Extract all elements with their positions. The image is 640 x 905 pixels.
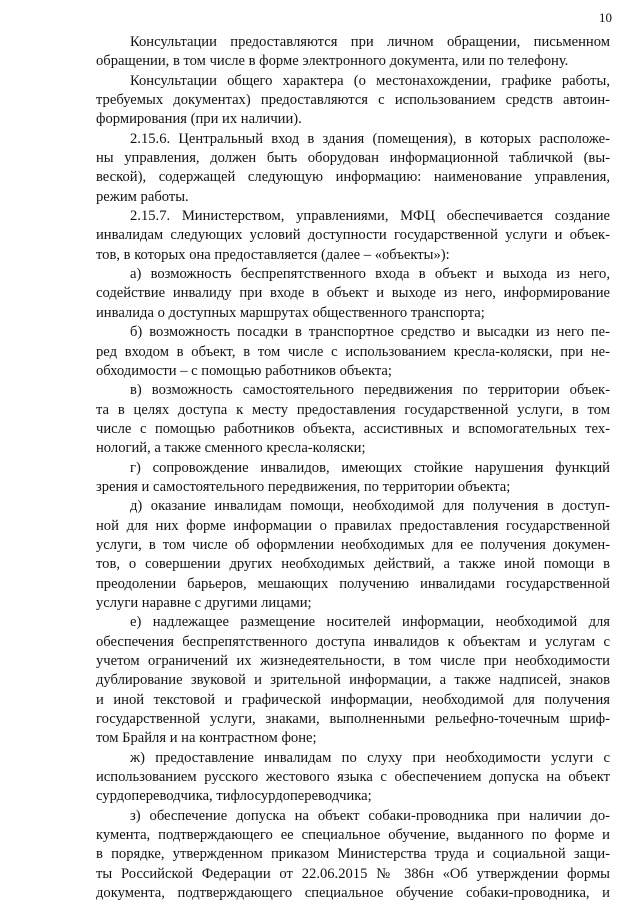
text-line: услуги, в том числе об оформлении необходимых для ее получения докумен- (96, 536, 610, 553)
text-line: сурдопереводчика, тифлосурдопереводчика; (96, 788, 372, 805)
text-line: формирования (при их наличии). (96, 111, 302, 128)
paragraph (96, 130, 610, 207)
text-line: государственной услуги, знаками, выполненными рельефно-точечным шриф- (96, 711, 610, 728)
paragraph (96, 613, 610, 748)
paragraph (96, 807, 610, 904)
text-line: нологий, а также сменного кресла-коляски; (96, 440, 366, 457)
text-line: кумента, подтверждающего ее специальное обучение, выданного по форме и (96, 827, 610, 844)
text-line: дублирование звуковой и зрительной информации, а также надписей, знаков (96, 672, 610, 689)
paragraph (96, 381, 610, 458)
text-line: зрения и самостоятельного передвижения, по территории объекта; (96, 478, 511, 495)
text-line: в) возможность самостоятельного передвижения по территории объек- (130, 382, 610, 399)
text-line: и иной текстовой и графической информации, необходимой для получения (96, 691, 610, 708)
paragraph (96, 459, 610, 498)
text-line: Консультации предоставляются при личном обращении, письменном (130, 34, 610, 50)
text-line: требуемых документах) предоставляются с использованием средств автоин- (96, 92, 610, 109)
paragraph (96, 323, 610, 381)
text-line: обращении, в том числе в форме электронного документа, или по телефону. (96, 53, 569, 70)
text-line: та в целях доступа к месту предоставления государственной услуги, в том (96, 401, 610, 418)
text-line: числе с помощью работников объекта, ассистивных и вспомогательных тех- (96, 420, 610, 437)
text-line: преодолении барьеров, мешающих получению инвалидами государственной (96, 575, 610, 592)
text-line: режим работы. (96, 188, 189, 205)
text-line: документа, подтверждающего специальное обучение собаки-проводника, и (96, 885, 610, 902)
text-line: ной для них форме информации о правилах предоставления государственной (96, 517, 610, 534)
text-line: инвалида о доступных маршрутах общественного транспорта; (96, 304, 485, 321)
paragraph (96, 33, 610, 72)
text-line: ны управления, должен быть оборудован информационной табличкой (вы- (96, 150, 610, 167)
text-line: ж) предоставление инвалидам по слуху при необходимости услуги с (130, 749, 610, 766)
text-line: обеспечения беспрепятственного доступа инвалидов к объектам и услугам с (96, 633, 610, 650)
text-line: учетом ограничений их жизнедеятельности, в том числе при необходимости (96, 653, 610, 669)
text-line: использованием русского жестового языка с обеспечением допуска на объект (96, 769, 610, 786)
text-line: содействие инвалиду при входе в объект и выходе из него, информирование (96, 285, 610, 302)
text-line: в порядке, утвержденном приказом Министерства труда и социальной защи- (96, 846, 610, 863)
text-line: ред входом в объект, в том числе с использованием кресла-коляски, при не- (96, 343, 610, 360)
text-line: том Брайля и на контрастном фоне; (96, 730, 317, 747)
paragraph (96, 497, 610, 613)
text-line: а) возможность беспрепятственного входа в объект и выхода из него, (130, 266, 610, 283)
text-line: обходимости – с помощью работников объекта; (96, 362, 392, 379)
text-line: услуги наравне с другими лицами; (96, 594, 312, 611)
text-line: веской), содержащей следующую информацию: наименование управления, (96, 169, 610, 186)
paragraph (96, 265, 610, 323)
text-line: е) надлежащее размещение носителей информации, необходимой для (130, 614, 610, 631)
text-line: д) оказание инвалидам помощи, необходимой для получения в доступ- (130, 498, 610, 515)
text-line: 2.15.6. Центральный вход в здания (помещения), в которых расположе- (130, 130, 610, 147)
page-number: 10 (599, 10, 612, 25)
text-line: 2.15.7. Министерством, управлениями, МФЦ обеспечивается создание (130, 208, 610, 225)
text-line: инвалидам следующих условий доступности государственной услуги и объек- (96, 227, 610, 244)
paragraph (96, 749, 610, 807)
text-line: з) обеспечение допуска на объект собаки-проводника при наличии до- (130, 807, 610, 824)
paragraph (96, 207, 610, 265)
text-line: б) возможность посадки в транспортное средство и высадки из него пе- (130, 324, 610, 341)
text-line: ты Российской Федерации от 22.06.2015 № 386н «Об утверждении формы (96, 865, 610, 882)
text-line: Консультации общего характера (о местонахождении, графике работы, (130, 72, 610, 89)
text-line: тов, в которых она предоставляется (далее – «объекты»): (96, 246, 450, 263)
document-body (96, 33, 610, 903)
text-line: тов, о совершении других необходимых действий, а также иной помощи в (96, 556, 610, 573)
paragraph (96, 72, 610, 130)
text-line: г) сопровождение инвалидов, имеющих стойкие нарушения функций (130, 459, 610, 476)
